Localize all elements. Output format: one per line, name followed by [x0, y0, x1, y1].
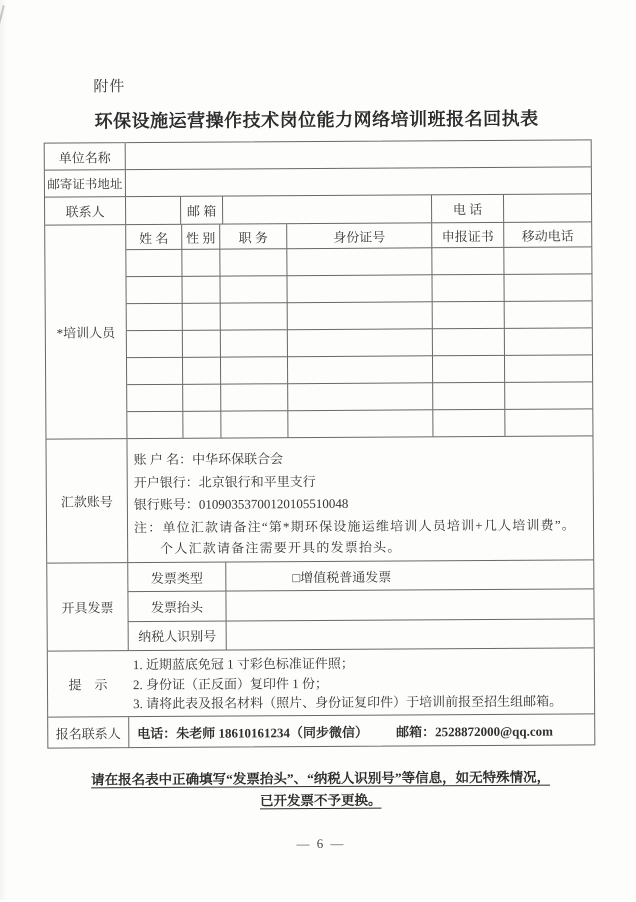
registration-contact-label: 报名联系人 [55, 725, 121, 742]
personnel-empty-cell [182, 330, 220, 357]
personnel-empty-cell [504, 408, 592, 436]
footer-note-line1: 请在报名表中正确填写“发票抬头”、“纳税人识别号”等信息，如无特殊情况， [91, 769, 551, 788]
registration-form-table [44, 139, 596, 748]
personnel-empty-cell [504, 327, 592, 355]
mailing-address-field [125, 167, 591, 196]
personnel-empty-cell [432, 382, 504, 409]
tip-item: 3. 请将此表及报名材料（照片、身份证复印件）于培训前报至招生组邮箱。 [133, 693, 563, 712]
trainees-section [45, 221, 592, 438]
personnel-grid [125, 222, 592, 438]
personnel-column-header: 申报证书 [431, 223, 503, 247]
invoice-type-value: □增值税普通发票 [225, 560, 593, 591]
invoice-title-field [225, 590, 593, 621]
personnel-empty-cell [127, 384, 182, 411]
tips-section [48, 647, 594, 716]
remittance-details [126, 436, 593, 562]
personnel-empty-cell [432, 328, 504, 355]
remittance-section-label: 汇款账号 [60, 494, 113, 510]
personnel-empty-cell [182, 357, 220, 384]
personnel-empty-cell [503, 246, 591, 274]
email-label: 邮 箱 [180, 197, 222, 224]
personnel-empty-cell [287, 355, 432, 383]
personnel-empty-cell [504, 381, 592, 409]
personnel-empty-cell [127, 357, 182, 384]
invoice-grid [127, 560, 594, 650]
personnel-empty-cell [431, 274, 503, 301]
registration-contact-row [48, 713, 594, 747]
personnel-empty-cell [127, 411, 182, 438]
contact-person-label: 联系人 [65, 204, 105, 220]
contact-row [45, 193, 591, 224]
remittance-account-name: 账 户 名：中华环保联合会 [133, 451, 284, 468]
unit-name-field [125, 140, 591, 169]
personnel-empty-cell [219, 275, 286, 302]
personnel-empty-cell [432, 301, 504, 328]
personnel-column-header: 姓 名 [139, 230, 169, 246]
personnel-column-header: 身份证号 [286, 223, 431, 248]
invoice-title-row [128, 589, 593, 621]
document-title: 环保设施运营操作技术岗位能力网络培训班报名回执表 [94, 108, 539, 132]
personnel-empty-cell [504, 300, 592, 328]
unit-name-row [45, 140, 591, 169]
mailing-address-label: 邮寄证书地址 [47, 177, 123, 192]
invoice-type-label: 发票类型 [150, 570, 203, 586]
personnel-empty-cell [220, 410, 287, 437]
remittance-note-line1: 注：单位汇款请备注“第*期环保设施运维培训人员培训+几人培训费”。 [133, 516, 577, 535]
invoice-type-row [128, 560, 593, 591]
remittance-account-number: 银行账号：01090353700120105510048 [133, 495, 349, 513]
registration-contact-details [128, 714, 594, 747]
personnel-empty-cell [503, 273, 591, 301]
contact-person-field [125, 197, 180, 224]
personnel-empty-cell [287, 382, 432, 410]
personnel-empty-cell [182, 303, 220, 330]
personnel-column-header: 移动电话 [503, 222, 591, 247]
trainees-section-label: *培训人员 [56, 325, 116, 341]
personnel-empty-cell [182, 384, 220, 411]
personnel-empty-cell [219, 248, 286, 275]
personnel-empty-cell [181, 276, 219, 303]
personnel-empty-cell [127, 330, 182, 357]
phone-label: 电 话 [431, 195, 503, 222]
personnel-empty-cell [286, 274, 431, 302]
personnel-empty-cell [286, 247, 431, 275]
registration-contact-phone: 电话：朱老师 18610161234（同步微信） [137, 724, 369, 741]
invoice-section [47, 559, 594, 650]
remittance-bank: 开户银行：北京银行和平里支行 [133, 473, 316, 490]
personnel-empty-cell [504, 354, 592, 382]
personnel-empty-cell [126, 276, 181, 303]
attachment-label: 附件 [93, 79, 126, 96]
personnel-empty-cell [287, 301, 432, 329]
unit-name-label: 单位名称 [58, 149, 111, 166]
personnel-empty-cell [431, 247, 503, 274]
invoice-section-label: 开具发票 [61, 600, 114, 616]
taxpayer-id-label: 纳税人识别号 [138, 628, 217, 645]
personnel-empty-cell [220, 329, 287, 356]
personnel-empty-cell [182, 411, 220, 438]
personnel-empty-cell [126, 249, 181, 276]
registration-contact-email: 邮箱：2528872000@qq.com [395, 723, 553, 740]
invoice-title-label: 发票抬头 [150, 599, 204, 616]
tips-section-label: 提 示 [68, 677, 108, 693]
personnel-empty-cell [127, 303, 182, 330]
page-number: — 6 — [296, 835, 346, 852]
phone-field [503, 194, 591, 222]
personnel-empty-cell [432, 409, 504, 436]
tip-item: 1. 近期蓝底免冠 1 寸彩色标准证件照； [132, 655, 354, 673]
personnel-empty-cell [220, 383, 287, 410]
tips-content [128, 648, 594, 716]
personnel-empty-cell [432, 355, 504, 382]
personnel-empty-cell [220, 302, 287, 329]
email-field [222, 195, 431, 223]
personnel-empty-cell [287, 409, 432, 437]
taxpayer-id-field [226, 619, 594, 650]
personnel-column-header: 性 别 [181, 225, 219, 249]
footer-note-line2: 已开发票不予更换。 [259, 792, 382, 808]
personnel-empty-cell [287, 328, 432, 356]
remittance-note-line2: 个人汇款请备注需要开具的发票抬头。 [160, 538, 402, 556]
personnel-column-header: 职 务 [219, 224, 286, 248]
footer-note [60, 766, 580, 812]
personnel-empty-cell [220, 356, 287, 383]
taxpayer-id-row [129, 618, 594, 650]
mailing-address-row [45, 166, 591, 196]
remittance-section [46, 435, 593, 562]
personnel-empty-cell [181, 249, 219, 276]
tip-item: 2. 身份证（正反面）复印件 1 份； [132, 675, 329, 692]
